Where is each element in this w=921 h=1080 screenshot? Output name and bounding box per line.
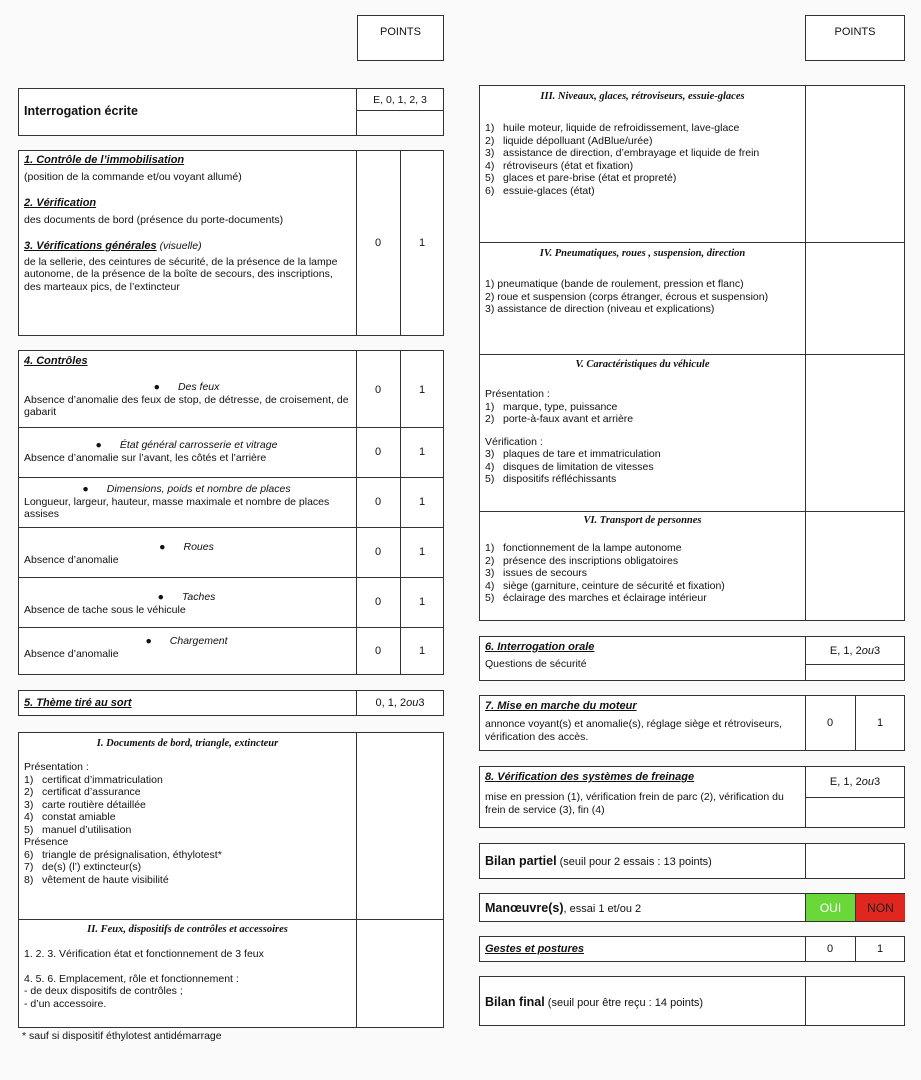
controles-title: 4. Contrôles xyxy=(24,355,88,367)
list-item: 5) dispositifs réfléchissants xyxy=(485,473,617,485)
controle-immobilisation-desc: (position de la commande et/ou voyant allumé) xyxy=(24,170,242,183)
interrogation-orale-desc: Questions de sécurité xyxy=(485,658,587,670)
scale-text: 3 xyxy=(873,776,881,788)
list-item: 3) carte routière détaillée xyxy=(24,798,146,811)
interrogation-ecrite-title: Interrogation écrite xyxy=(24,104,138,118)
controle-row-desc: Absence de tache sous le véhicule xyxy=(24,603,186,616)
list-item: 6) essuie-glaces (état) xyxy=(485,184,595,197)
bilan-partiel-label: Bilan partiel xyxy=(485,854,557,868)
controle-row-roues xyxy=(24,541,349,566)
bilan-partiel-box xyxy=(479,843,905,879)
footnote: * sauf si dispositif éthylotest antidémarrage xyxy=(22,1030,222,1042)
controle-score-1: 1 xyxy=(418,596,426,608)
controle-row-desc: Absence d’anomalie xyxy=(24,647,119,660)
list-item: 5) éclairage des marches et éclairage intérieur xyxy=(485,592,707,604)
interrogation-ecrite-scale: E, 0, 1, 2, 3 xyxy=(373,93,427,106)
controle-score-1: 1 xyxy=(418,446,426,458)
feux-dispositifs-title: II. Feux, dispositifs de contrôles et accessoires xyxy=(87,924,288,935)
manoeuvre-non-option[interactable]: NON xyxy=(855,894,905,921)
feux-line-2: 4. 5. 6. Emplacement, rôle et fonctionnement : xyxy=(24,972,239,985)
scale-or: ou xyxy=(861,644,874,657)
controle-row-head: État général carrosserie et vitrage xyxy=(119,439,278,451)
controles-block xyxy=(18,350,444,675)
manoeuvre-box xyxy=(479,893,905,922)
manoeuvre-label: Manœuvre(s) xyxy=(485,901,564,915)
gestes-postures-title: Gestes et postures xyxy=(485,943,585,955)
controle-row-desc: Longueur, largeur, hauteur, masse maximale et nombre de places assises xyxy=(24,495,330,520)
interrogation-orale-box xyxy=(479,636,905,681)
freinage-box xyxy=(479,766,905,828)
controle-immobilisation-title: 1. Contrôle de l’immobilisation xyxy=(24,154,185,166)
interrogation-orale-title: 6. Interrogation orale xyxy=(485,641,595,653)
bilan-final-box xyxy=(479,976,905,1026)
theme-tire-title: 5. Thème tiré au sort xyxy=(24,697,132,709)
feux-line-4: - d’un accessoire. xyxy=(24,997,107,1010)
verification-label: Vérification : xyxy=(485,435,543,448)
verifications-score-0: 0 xyxy=(374,237,382,249)
gestes-postures-score-0: 0 xyxy=(826,943,834,955)
controle-score-1: 1 xyxy=(418,496,426,508)
verifications-vehicule-box xyxy=(479,85,905,621)
controle-score-1: 1 xyxy=(418,546,426,558)
interrogation-ecrite-box xyxy=(18,88,444,136)
gestes-postures-score-1: 1 xyxy=(876,943,884,955)
list-item: 5) manuel d’utilisation xyxy=(24,823,132,836)
bilan-final-label: Bilan final xyxy=(485,995,545,1009)
mise-en-marche-score-1: 1 xyxy=(876,717,884,729)
presentation-label: Présentation : xyxy=(24,761,89,773)
gestes-postures-box xyxy=(479,936,905,962)
list-item: 4) constat amiable xyxy=(24,811,116,823)
presence-label: Présence xyxy=(24,836,69,848)
pneus-line-3: 3) assistance de direction (niveau et explications) xyxy=(485,303,715,315)
verification-desc: des documents de bord (présence du porte-documents) xyxy=(24,213,284,226)
points-header-left: POINTS xyxy=(357,15,444,61)
list-item: 7) de(s) (l’) extincteur(s) xyxy=(24,861,142,873)
feux-line-1: 1. 2. 3. Vérification état et fonctionnement de 3 feux xyxy=(24,948,264,960)
scale-or: ou xyxy=(406,697,419,709)
bilan-final-note: (seuil pour être reçu : 14 points) xyxy=(544,997,704,1009)
presentation-label: Présentation : xyxy=(485,388,550,400)
scale-text: E, 1, 2 xyxy=(829,644,862,657)
list-item: 1) huile moteur, liquide de refroidissement, lave-glace xyxy=(485,122,740,134)
list-item: 4) siège (garniture, ceinture de sécurité et fixation) xyxy=(485,579,725,592)
freinage-title: 8. Vérification des systèmes de freinage xyxy=(485,771,695,783)
niveaux-title: III. Niveaux, glaces, rétroviseurs, essuie-glaces xyxy=(540,91,745,102)
list-item: 3) plaques de tare et immatriculation xyxy=(485,448,661,460)
controle-score-0: 0 xyxy=(374,596,382,608)
verification-title: 2. Vérification xyxy=(24,197,97,209)
mise-en-marche-score-0: 0 xyxy=(826,717,834,729)
controle-row-head: Taches xyxy=(181,591,216,603)
list-item: 1) certificat d’immatriculation xyxy=(24,773,163,786)
controle-row-taches xyxy=(24,591,349,616)
list-item: 1) fonctionnement de la lampe autonome xyxy=(485,542,682,554)
scale-text: 3 xyxy=(873,644,881,657)
theme-tire-box xyxy=(18,690,444,716)
list-item: 6) triangle de présignalisation, éthylotest* xyxy=(24,848,222,861)
list-item: 2) liquide dépolluant (AdBlue/urée) xyxy=(485,134,653,147)
mise-en-marche-title: 7. Mise en marche du moteur xyxy=(485,700,637,712)
controle-score-0: 0 xyxy=(374,546,382,558)
list-item: 1) marque, type, puissance xyxy=(485,400,618,413)
verifications-score-1: 1 xyxy=(418,237,426,249)
controle-row-head: Dimensions, poids et nombre de places xyxy=(106,483,291,495)
list-item: 8) vêtement de haute visibilité xyxy=(24,873,169,886)
verifications-generales-title: 3. Vérifications générales xyxy=(24,240,157,252)
controle-score-0: 0 xyxy=(374,384,382,396)
transport-personnes-title: VI. Transport de personnes xyxy=(583,515,702,526)
theme-tire-scale xyxy=(356,691,444,715)
bullet-icon: ● xyxy=(95,439,102,451)
controle-row-feux xyxy=(24,381,349,419)
list-item: 3) issues de secours xyxy=(485,567,588,579)
controle-row-desc: Absence d’anomalie des feux de stop, de détresse, de croisement, de gabarit xyxy=(24,393,349,418)
controle-row-head: Roues xyxy=(183,541,214,553)
controle-score-1: 1 xyxy=(418,384,426,396)
interrogation-orale-scale xyxy=(805,637,905,664)
mise-en-marche-desc: annonce voyant(s) et anomalie(s), réglage siège et rétroviseurs, vérification des accès. xyxy=(485,718,783,743)
controle-score-0: 0 xyxy=(374,496,382,508)
bullet-icon: ● xyxy=(153,381,160,393)
bullet-icon: ● xyxy=(159,541,166,553)
pneus-line-2: 2) roue et suspension (corps étranger, écrous et suspension) xyxy=(485,290,769,303)
verifications-generales-desc: de la sellerie, des ceintures de sécurité, de la présence de la lampe autonome, de la présence de la boîte de secours, des inscriptions, des marteaux pics, de l’extincteur xyxy=(24,255,338,293)
manoeuvre-note: , essai 1 et/ou 2 xyxy=(563,903,642,915)
mise-en-marche-box xyxy=(479,695,905,751)
pneus-line-1: 1) pneumatique (bande de roulement, pression et flanc) xyxy=(485,278,744,290)
controle-row-chargement xyxy=(24,635,349,660)
scale-text: E, 1, 2 xyxy=(829,776,862,788)
manoeuvre-oui-option[interactable]: OUI xyxy=(805,894,855,921)
controle-row-head: Chargement xyxy=(169,635,228,647)
list-item: 4) rétroviseurs (état et fixation) xyxy=(485,159,634,172)
list-item: 4) disques de limitation de vitesses xyxy=(485,460,654,473)
list-item: 5) glaces et pare-brise (état et propreté) xyxy=(485,172,677,184)
documents-bord-title: I. Documents de bord, triangle, extincteur xyxy=(96,738,279,749)
bullet-icon: ● xyxy=(82,483,89,495)
list-item: 2) porte-à-faux avant et arrière xyxy=(485,413,634,425)
bullet-icon: ● xyxy=(145,635,152,647)
controle-score-1: 1 xyxy=(418,644,426,657)
list-item: 2) certificat d’assurance xyxy=(24,786,141,798)
feux-dispositifs-box xyxy=(18,919,444,1028)
list-item: 3) assistance de direction, d’embrayage et liquide de frein xyxy=(485,147,760,159)
controle-score-0: 0 xyxy=(374,644,382,657)
bullet-icon: ● xyxy=(157,591,164,603)
scale-or: ou xyxy=(861,776,874,788)
controle-row-dimensions xyxy=(24,483,349,521)
controle-row-head: Des feux xyxy=(177,381,220,393)
freinage-scale xyxy=(805,767,905,797)
list-item: 2) présence des inscriptions obligatoires xyxy=(485,554,679,567)
documents-bord-box xyxy=(18,732,444,920)
freinage-desc: mise en pression (1), vérification frein de parc (2), vérification du frein de service (3), fin (4) xyxy=(485,791,784,816)
verifications-block xyxy=(18,150,444,336)
controle-row-desc: Absence d’anomalie sur l’avant, les côtés et l’arrière xyxy=(24,451,267,464)
feux-line-3: - de deux dispositifs de contrôles ; xyxy=(24,985,183,997)
scale-text: 0, 1, 2 xyxy=(375,697,407,709)
pneumatiques-title: IV. Pneumatiques, roues , suspension, direction xyxy=(539,248,746,259)
points-header-right: POINTS xyxy=(805,15,905,61)
scale-text: 3 xyxy=(418,697,425,709)
caracteristiques-title: V. Caractéristiques du véhicule xyxy=(575,359,710,370)
bilan-partiel-note: (seuil pour 2 essais : 13 points) xyxy=(556,856,712,868)
controle-row-carrosserie xyxy=(24,439,349,464)
verifications-generales-note: (visuelle) xyxy=(156,240,202,252)
controle-row-desc: Absence d’anomalie xyxy=(24,553,119,566)
controle-score-0: 0 xyxy=(374,446,382,458)
